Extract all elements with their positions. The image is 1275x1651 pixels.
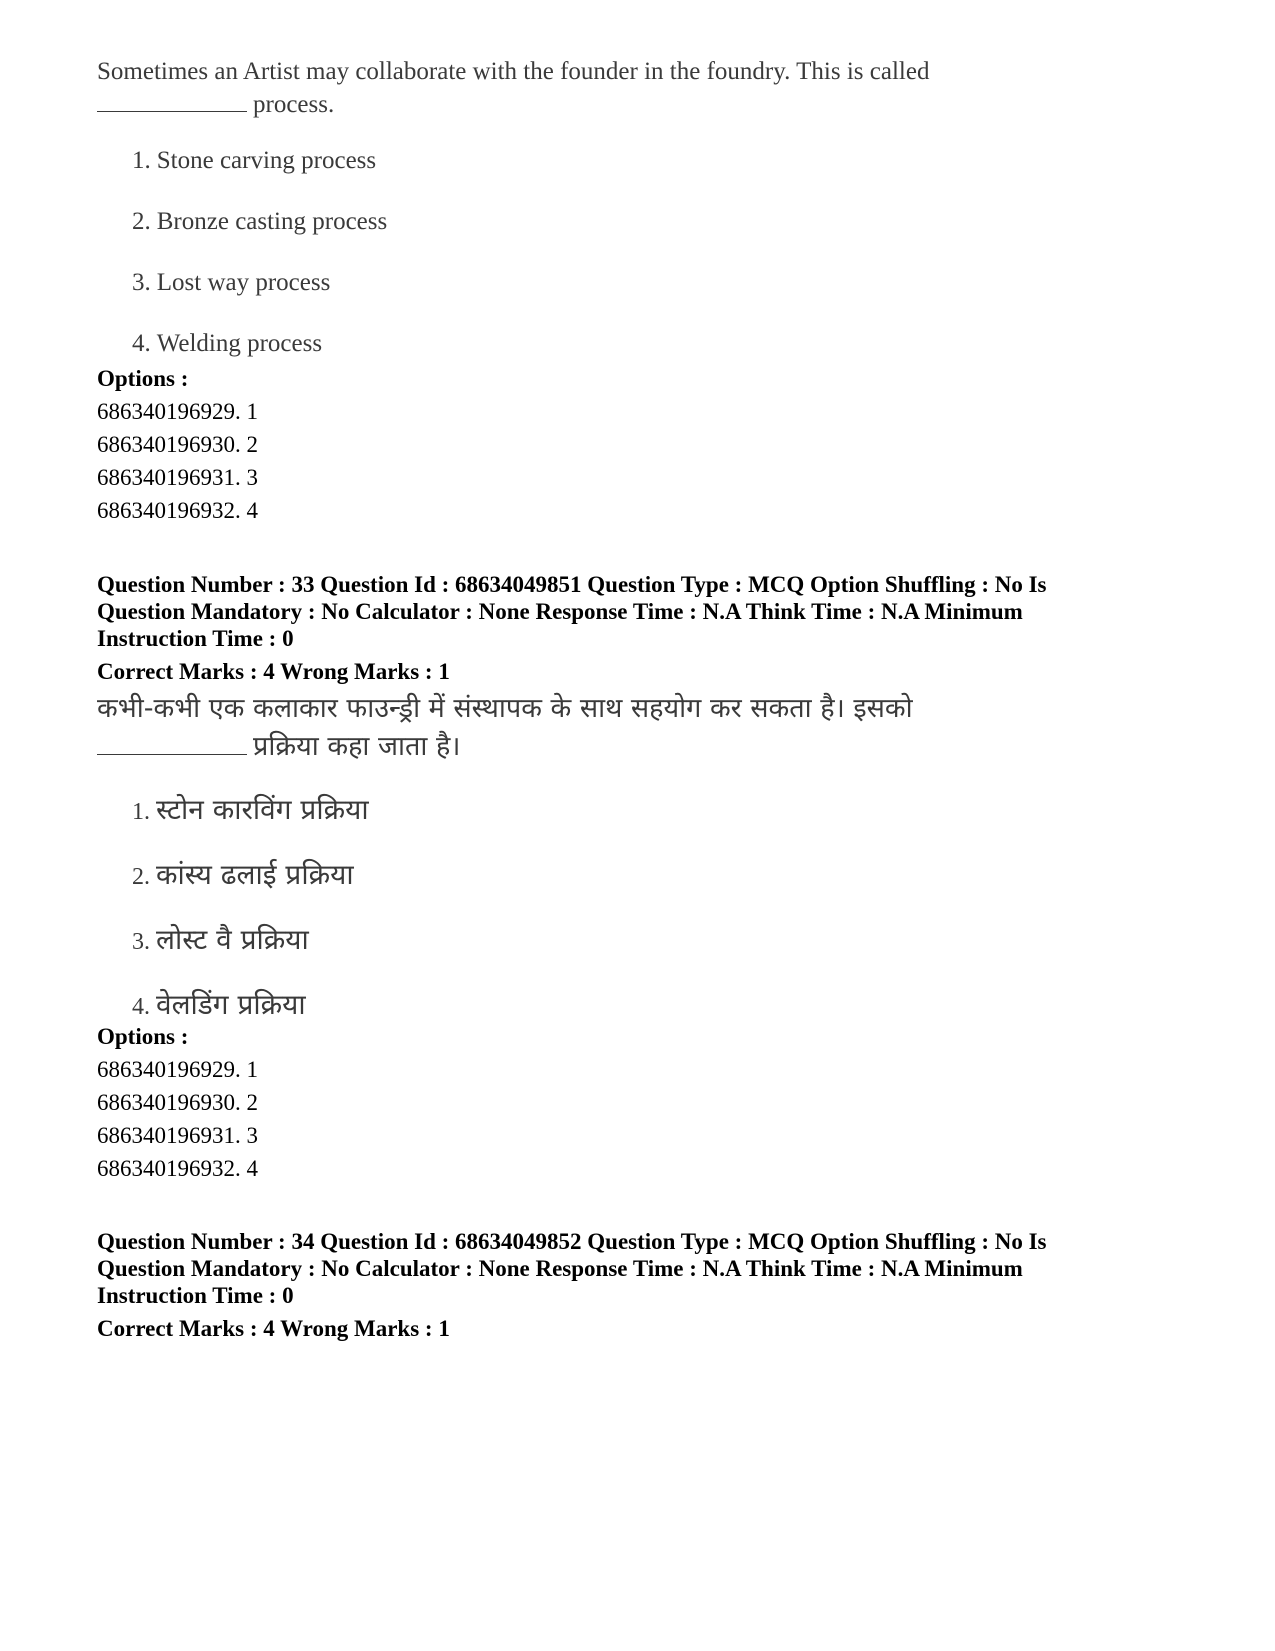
q33-choice-4 — [132, 985, 306, 1023]
choice-number: 2. — [132, 864, 150, 890]
choice-text: Lost way process — [156, 269, 331, 296]
question-meta-line: Question Mandatory : No Calculator : None Response Time : N.A Think Time : N.A Minimum — [97, 1256, 1023, 1281]
option-item: 686340196931. 3 — [97, 465, 258, 490]
option-item: 686340196929. 1 — [97, 399, 258, 424]
q33-stem-line2 — [97, 728, 1097, 766]
q32-choice-2 — [132, 208, 387, 236]
q32-choice-1 — [132, 147, 376, 175]
choice-number: 4. — [132, 994, 150, 1020]
choice-text: स्टोन कारविंग प्रक्रिया — [156, 793, 369, 826]
q32-stem-line2 — [97, 88, 1097, 121]
q32-stem-line1: Sometimes an Artist may collaborate with the founder in the foundry. This is called — [97, 58, 930, 85]
q32-stem-line2-text: process. — [253, 91, 335, 118]
option-item: 686340196929. 1 — [97, 1057, 258, 1082]
question-meta-line: Instruction Time : 0 — [97, 1283, 294, 1308]
option-item: 686340196930. 2 — [97, 432, 258, 457]
q33-question-image — [97, 690, 1097, 1021]
option-item: 686340196932. 4 — [97, 498, 258, 523]
choice-number: 3. — [132, 269, 151, 296]
choice-text: वेलडिंग प्रक्रिया — [156, 988, 306, 1021]
option-item: 686340196931. 3 — [97, 1123, 258, 1148]
choice-number: 2. — [132, 208, 151, 235]
choice-text: Stone carving process — [156, 147, 377, 174]
q33-stem-line1: कभी-कभी एक कलाकार फाउन्ड्री में संस्थापक के साथ सहयोग कर सकता है। इसको — [97, 693, 913, 724]
question-marks: Correct Marks : 4 Wrong Marks : 1 — [97, 1316, 450, 1341]
option-item: 686340196930. 2 — [97, 1090, 258, 1115]
choice-text: कांस्य ढलाई प्रक्रिया — [156, 858, 354, 891]
question-marks: Correct Marks : 4 Wrong Marks : 1 — [97, 659, 450, 684]
choice-text: लोस्ट वै प्रक्रिया — [156, 923, 309, 956]
choice-number: 3. — [132, 929, 150, 955]
choice-number: 1. — [132, 147, 151, 174]
q32-choice-3 — [132, 269, 330, 297]
choice-text: Welding process — [156, 330, 323, 357]
q32-question-image — [97, 55, 1097, 357]
q32-choice-4 — [132, 330, 322, 358]
q33-stem-line2-text: प्रक्रिया कहा जाता है। — [253, 731, 461, 762]
choice-number: 4. — [132, 330, 151, 357]
q33-choice-2 — [132, 855, 354, 893]
q33-choice-3 — [132, 920, 309, 958]
options-label: Options : — [97, 366, 189, 391]
answer-blank — [97, 111, 247, 112]
question-meta-line: Question Number : 33 Question Id : 68634049851 Question Type : MCQ Option Shuffling : No Is — [97, 572, 1047, 597]
option-item: 686340196932. 4 — [97, 1156, 258, 1181]
choice-text: Bronze casting process — [156, 208, 388, 235]
q33-choice-1 — [132, 790, 369, 828]
question-meta-line: Question Number : 34 Question Id : 68634049852 Question Type : MCQ Option Shuffling : No Is — [97, 1229, 1047, 1254]
options-label: Options : — [97, 1024, 189, 1049]
choice-number: 1. — [132, 799, 150, 825]
question-meta-line: Question Mandatory : No Calculator : None Response Time : N.A Think Time : N.A Minimum — [97, 599, 1023, 624]
question-meta-line: Instruction Time : 0 — [97, 626, 294, 651]
answer-blank — [97, 754, 247, 755]
